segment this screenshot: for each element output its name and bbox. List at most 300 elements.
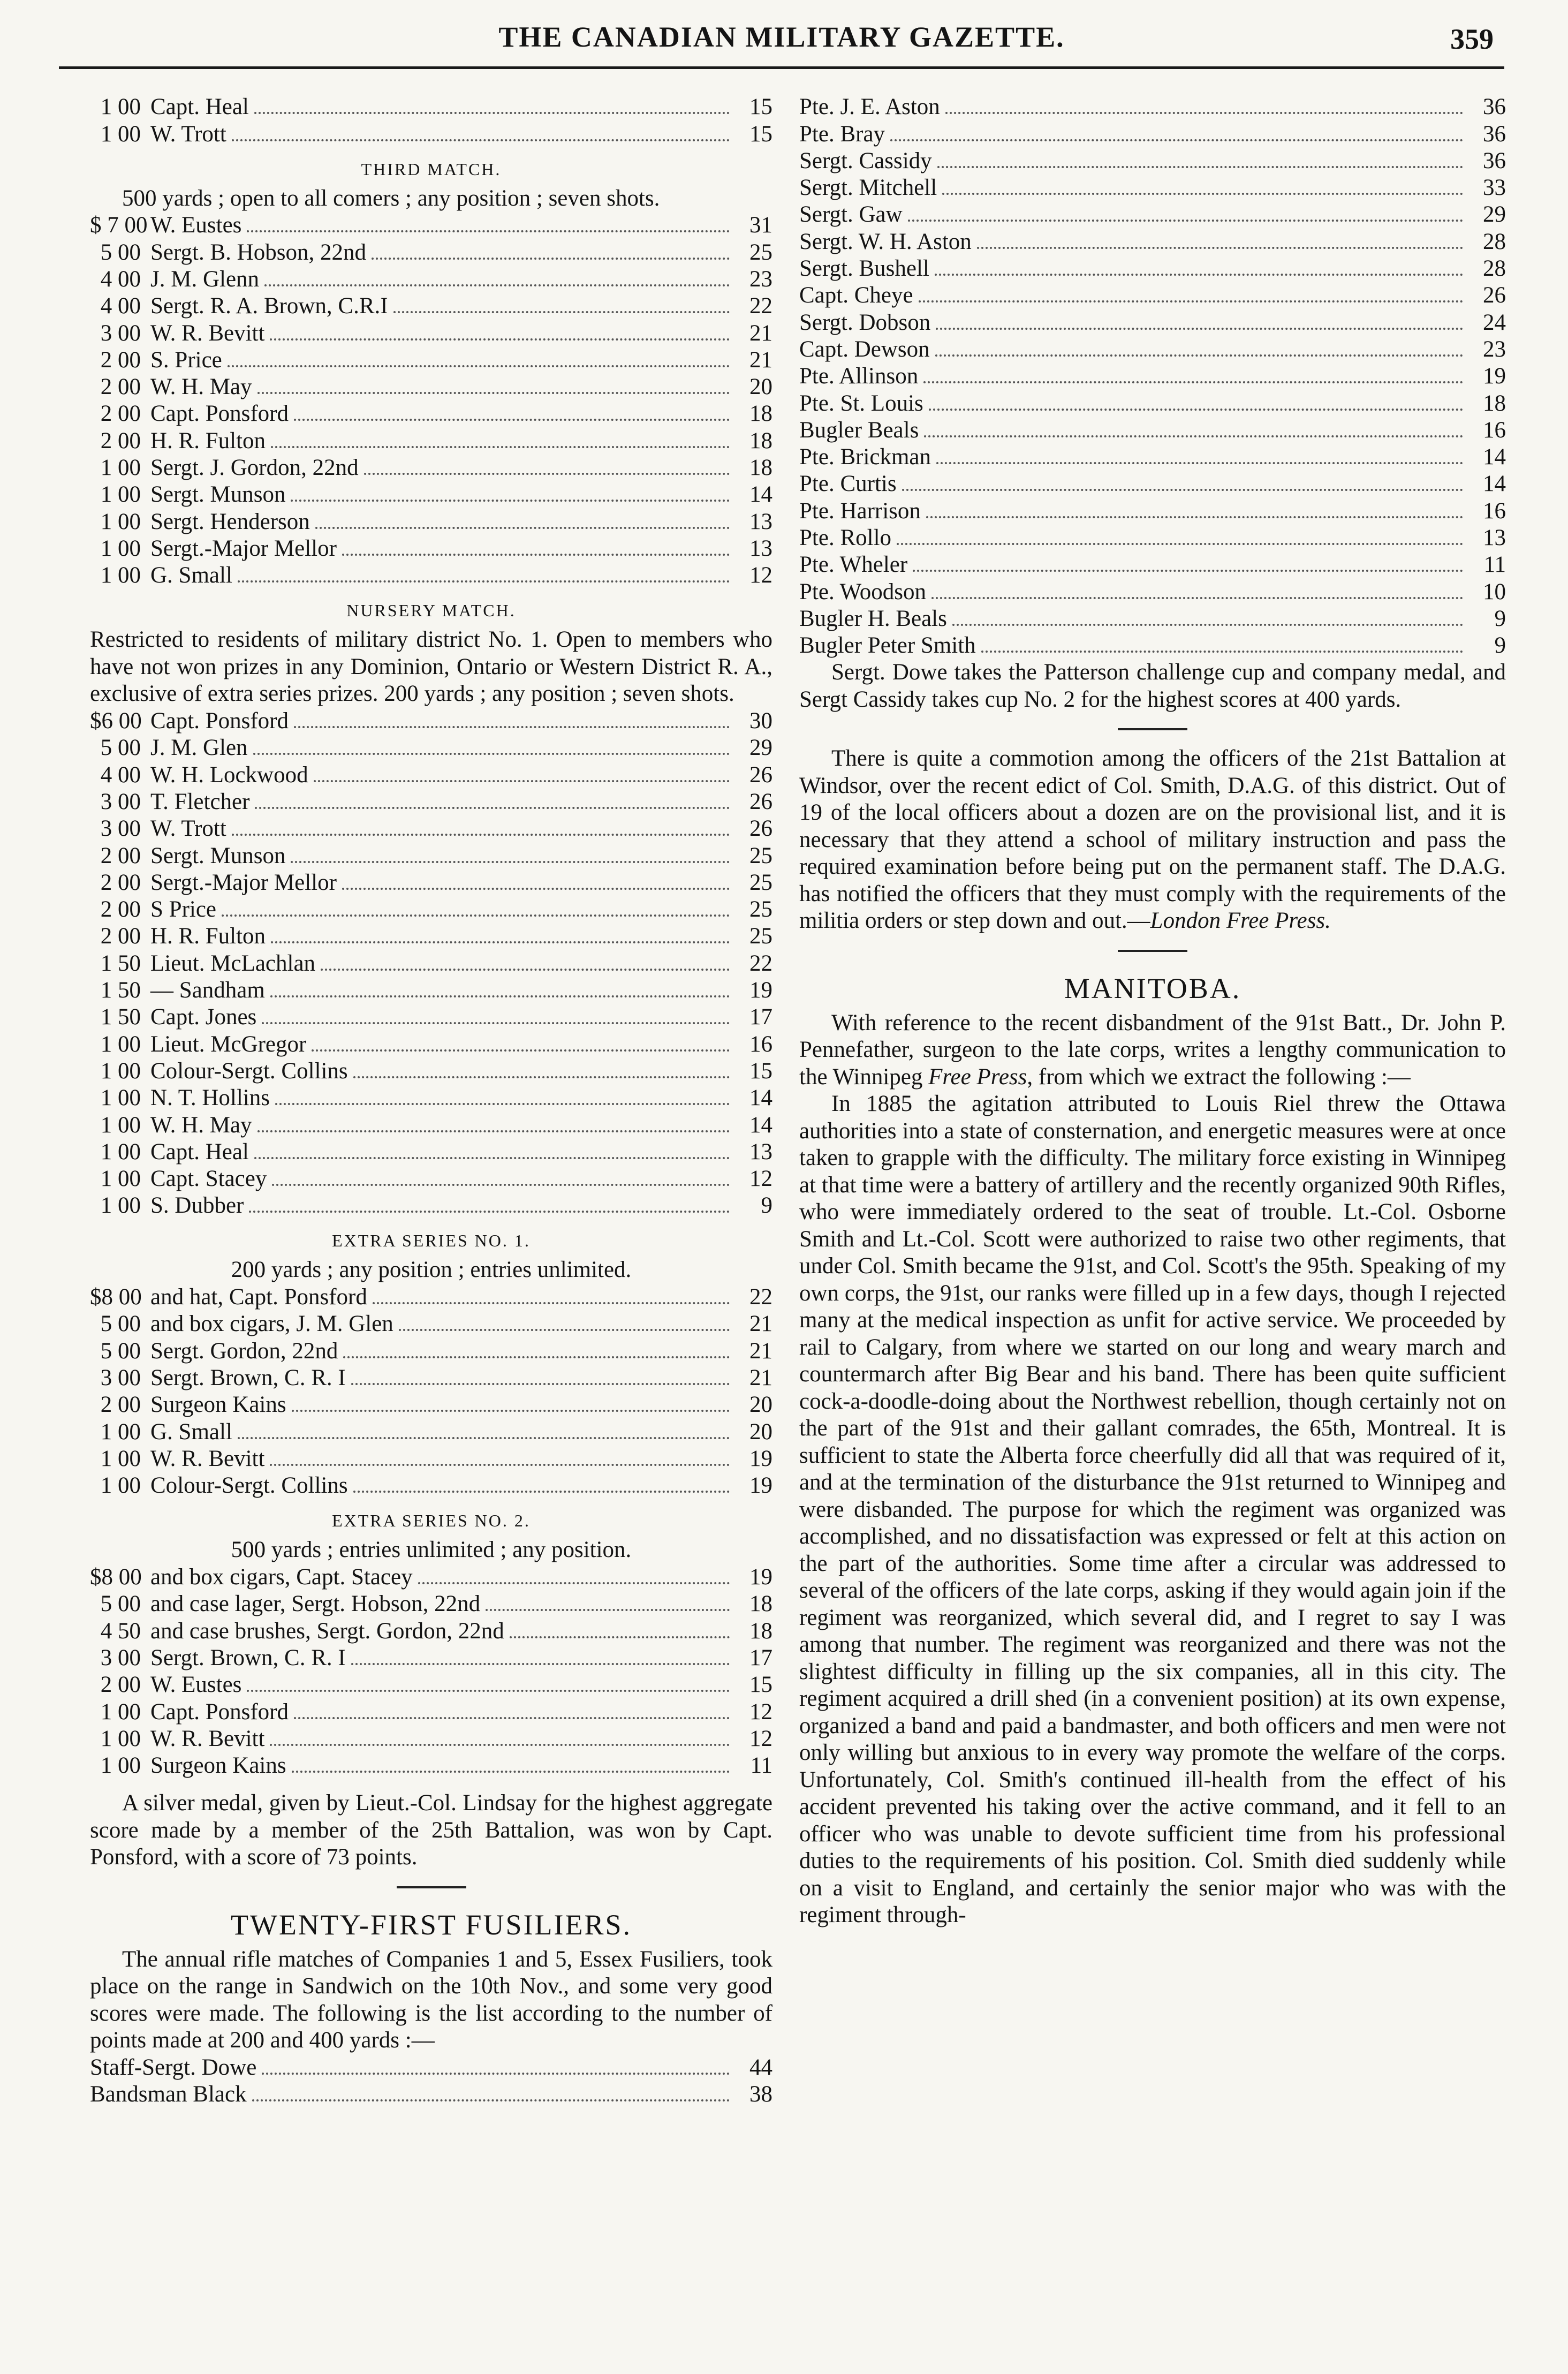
competitor-score: 19 [749,1473,772,1499]
competitor-name: W. Trott [150,121,226,147]
score-row [90,1752,772,1779]
dot-leader [275,1103,730,1105]
dot-leader [254,112,730,114]
dot-leader [942,193,1463,195]
score-row [90,347,772,374]
score-row [90,1139,772,1166]
competitor-name: Sergt. Dobson [799,309,931,335]
extra-series-1-conditions: 200 yards ; any position ; entries unlimited. [231,1257,632,1283]
score-row [90,1472,772,1499]
competitor-name: Sergt. Bushell [799,256,929,282]
prize-amount: 5 00 [100,239,141,265]
competitor-score: 14 [749,1085,772,1111]
competitor-name: Lieut. McLachlan [150,950,316,976]
nursery-match-conditions: Restricted to residents of military district No. 1. Open to members who have not won prizes in any Dominion, Ontario or Western District R. A., exclusive of extra series prizes. 200 yards ; any position ; seven shots. [90,627,772,707]
competitor-score: 18 [749,428,772,453]
competitor-name: Pte. Allinson [799,364,919,389]
score-row [799,632,1506,659]
competitor-score: 24 [1483,309,1506,335]
score-row [90,120,772,147]
prize-amount: 1 00 [100,1419,141,1445]
score-row [799,94,1506,120]
competitor-score: 13 [749,535,772,561]
score-row [90,535,772,562]
dot-leader [372,258,730,260]
competitor-name: Surgeon Kains [150,1753,286,1779]
score-row [799,417,1506,444]
competitor-score: 25 [749,843,772,868]
dot-leader [255,807,730,809]
score-row [90,1284,772,1311]
dot-leader [254,1157,730,1159]
dot-leader [373,1302,730,1304]
prize-amount: 1 00 [100,563,141,588]
score-row [90,374,772,400]
competitor-score: 14 [1483,471,1506,497]
prize-amount: 2 00 [100,374,141,400]
competitor-score: 21 [749,320,772,346]
right-column [799,94,1506,1929]
competitor-score: 26 [749,816,772,842]
prize-amount: 1 00 [100,1699,141,1725]
competitor-score: 21 [749,347,772,373]
dot-leader [935,274,1463,276]
competitor-score: 19 [749,1446,772,1471]
dot-leader [232,139,730,141]
dot-leader [291,861,730,863]
score-row [799,525,1506,551]
score-row [90,1337,772,1364]
prize-amount: 1 00 [100,1753,141,1779]
extra-series-2-heading: EXTRA SERIES NO. 2. [332,1511,531,1531]
dot-leader [351,1663,730,1665]
competitor-name: Sergt. Henderson [150,509,310,534]
competitor-score: 26 [749,789,772,814]
dot-leader [312,1049,730,1052]
competitor-name: N. T. Hollins [150,1085,270,1111]
competitor-name: W. R. Bevitt [150,1446,265,1471]
competitor-name: Surgeon Kains [150,1392,286,1418]
score-row [799,282,1506,309]
commotion-paragraph [799,745,1506,935]
competitor-name: Sergt.-Major Mellor [150,870,337,895]
competitor-score: 21 [749,1365,772,1391]
score-row [90,562,772,589]
competitor-name: Pte. Bray [799,121,885,147]
competitor-name: W. H. Lockwood [150,762,308,788]
competitor-name: Bandsman Black [90,2082,247,2107]
score-row [90,977,772,1004]
dot-leader [314,780,730,782]
dot-leader [238,580,730,583]
score-row [90,789,772,815]
score-row [90,1112,772,1138]
prize-amount: 2 00 [100,401,141,427]
competitor-name: H. R. Fulton [150,428,266,453]
score-row [90,400,772,427]
prize-amount: 2 00 [100,347,141,373]
competitor-score: 28 [1483,229,1506,254]
competitor-score: 11 [750,1753,772,1779]
prize-amount: 2 00 [100,1672,141,1698]
top-rows [90,94,772,148]
dot-leader [981,651,1463,653]
prize-amount: 3 00 [100,1645,141,1670]
competitor-score: 36 [1483,121,1506,147]
prize-amount: 3 00 [100,1365,141,1391]
prize-amount: 1 00 [100,509,141,534]
score-row [90,896,772,923]
dot-leader [418,1582,730,1584]
dot-leader [393,311,730,313]
score-row [90,870,772,896]
competitor-name: Capt. Dewson [799,336,930,362]
prize-amount: 1 00 [100,1031,141,1057]
competitor-name: Sergt. Gaw [799,202,903,228]
dot-leader [291,500,730,502]
score-row [90,1004,772,1031]
score-row [799,336,1506,363]
dot-leader [952,624,1463,626]
score-row [90,708,772,735]
competitor-score: 13 [749,509,772,534]
competitor-name: W. H. May [150,1112,252,1138]
dot-leader [228,365,730,367]
score-row [799,551,1506,578]
competitor-score: 28 [1483,256,1506,282]
competitor-name: Capt. Cheye [799,283,913,308]
competitor-name: Sergt. Brown, C. R. I [150,1645,346,1670]
competitor-score: 26 [1483,283,1506,308]
competitor-name: Capt. Ponsford [150,1699,289,1725]
score-row [90,427,772,454]
prize-amount: 1 00 [100,535,141,561]
competitor-name: and box cigars, Capt. Stacey [150,1564,413,1590]
dot-leader [270,995,730,997]
score-row [799,120,1506,147]
dot-leader [926,516,1463,518]
score-row [799,148,1506,175]
medal-note: A silver medal, given by Lieut.-Col. Lindsay for the highest aggregate score made by a member of the 25th Battalion, was won by Capt. Ponsford, with a score of 73 points. [90,1790,772,1870]
dot-leader [253,753,730,755]
fusiliers-rows [90,2054,772,2108]
competitor-name: and box cigars, J. M. Glen [150,1311,393,1337]
dot-leader [929,409,1463,411]
competitor-score: 20 [749,374,772,400]
dot-leader [292,1771,730,1773]
prize-amount: 2 00 [100,897,141,923]
dot-leader [271,446,730,448]
competitor-name: Bugler Peter Smith [799,633,976,659]
page-header [59,17,1504,69]
fusiliers-intro: The annual rifle matches of Companies 1 and 5, Essex Fusiliers, took place on the range in Sandwich on the 10th Nov., and some very good scores were made. The following is the list according to the number of points made at 200 and 400 yards :— [90,1946,772,2053]
manitoba-heading: MANITOBA. [1064,972,1241,1004]
competitor-name: Pte. J. E. Aston [799,94,940,120]
competitor-name: and case brushes, Sergt. Gordon, 22nd [150,1618,504,1644]
score-row [90,94,772,120]
competitor-score: 38 [749,2082,772,2107]
dot-leader [935,354,1463,357]
dot-leader [924,435,1463,437]
score-row [799,228,1506,255]
score-row [799,390,1506,417]
competitor-name: W. R. Bevitt [150,1726,265,1751]
dot-leader [351,1383,730,1385]
prize-amount: 1 00 [100,94,141,120]
competitor-name: Pte. Wheler [799,552,908,578]
dot-leader [252,2099,730,2101]
prize-amount: 1 00 [100,1166,141,1192]
competitor-score: 23 [749,266,772,292]
competitor-score: 13 [749,1139,772,1165]
prize-amount: 1 00 [100,482,141,508]
prize-amount: $ 7 00 [90,213,148,238]
competitor-score: 18 [749,455,772,481]
dot-leader [364,473,730,475]
competitor-name: Sergt. J. Gordon, 22nd [150,455,359,481]
competitor-score: 25 [749,239,772,265]
dot-leader [342,554,730,556]
prize-amount: $8 00 [90,1564,142,1590]
competitor-name: Sergt. Gordon, 22nd [150,1338,338,1364]
competitor-name: Lieut. McGregor [150,1031,307,1057]
prize-amount: 1 00 [100,1473,141,1499]
score-row [90,239,772,266]
competitor-score: 18 [749,1591,772,1617]
manitoba-intro [799,1010,1506,1091]
score-row [90,2081,772,2108]
competitor-name: Staff-Sergt. Dowe [90,2054,257,2080]
third-match-conditions: 500 yards ; open to all comers ; any position ; seven shots. [122,185,660,211]
score-row [799,444,1506,471]
manitoba-intro-a: With reference to the recent disbandment of the 91st Batt., Dr. John P. Pennefather, surgeon to the late corps, writes a lengthy communication to the Winnipeg [799,1010,1506,1090]
dot-leader [486,1609,730,1611]
prize-amount: 1 00 [100,1726,141,1751]
third-match-heading: THIRD MATCH. [361,159,502,179]
score-row [90,1698,772,1725]
competitor-name: T. Fletcher [150,789,250,814]
competitor-score: 15 [749,94,772,120]
competitor-name: Sergt. W. H. Aston [799,229,972,254]
score-row [90,735,772,761]
fusiliers-heading: TWENTY-FIRST FUSILIERS. [230,1908,632,1941]
competitor-name: W. Trott [150,816,226,842]
dot-leader [294,726,730,728]
competitor-score: 22 [749,1284,772,1310]
competitor-name: Colour-Sergt. Collins [150,1473,348,1499]
dot-leader [294,419,730,421]
competitor-name: — Sandham [150,978,265,1003]
dot-leader [353,1076,730,1078]
gazette-title: THE CANADIAN MILITARY GAZETTE. [498,21,1065,53]
extra-series-1-rows [90,1284,772,1499]
cup-note: Sergt. Dowe takes the Patterson challenge cup and company medal, and Sergt Cassidy takes cup No. 2 for the highest scores at 400 yards. [799,660,1506,712]
prize-amount: 1 50 [100,978,141,1003]
dot-leader [321,969,730,971]
competitor-name: W. R. Bevitt [150,320,265,346]
competitor-name: Sergt. Munson [150,843,286,868]
score-row [90,1726,772,1752]
prize-amount: 1 50 [100,1004,141,1030]
prize-amount: 2 00 [100,870,141,895]
competitor-name: Pte. Harrison [799,498,921,524]
competitor-score: 36 [1483,94,1506,120]
dot-leader [238,1437,730,1439]
page-number: 359 [1450,23,1494,55]
dot-leader [936,328,1463,330]
nursery-match-rows [90,708,772,1220]
competitor-name: Sergt. R. A. Brown, C.R.I [150,293,388,319]
score-row [90,1672,772,1698]
competitor-name: Capt. Ponsford [150,401,289,427]
score-row [90,481,772,508]
competitor-score: 14 [1483,444,1506,470]
score-row [90,455,772,481]
competitor-name: Capt. Ponsford [150,708,289,734]
competitor-name: Sergt. Mitchell [799,175,937,201]
prize-amount: 1 00 [100,1139,141,1165]
competitor-name: H. R. Fulton [150,924,266,949]
competitor-score: 12 [749,563,772,588]
score-row [90,1085,772,1112]
competitor-score: 23 [1483,336,1506,362]
prize-amount: 1 00 [100,455,141,481]
dot-leader [919,300,1463,303]
score-row [90,1058,772,1085]
competitor-score: 10 [1483,579,1506,604]
score-row [799,471,1506,497]
prize-amount: 4 50 [100,1618,141,1644]
competitor-name: Pte. Woodson [799,579,927,604]
competitor-name: G. Small [150,563,232,588]
competitor-score: 33 [1483,175,1506,201]
dot-leader [902,489,1463,491]
score-row [90,293,772,320]
score-row [799,606,1506,632]
score-row [90,1645,772,1672]
prize-amount: 3 00 [100,320,141,346]
competitor-score: 11 [1483,552,1506,578]
manitoba-body: In 1885 the agitation attributed to Louis Riel threw the Ottawa authorities into a state of consternation, and energetic measures were at once taken to grapple with the difficulty. The military force existing in Winnipeg at that time were a battery of artillery and the recently organized 90th Rifles, who were immediately ordered to the seat of trouble. Lt.-Col. Osborne Smith and Lt.-Col. Scott were authorized to raise two other regiments, that under Col. Smith became the 91st, and Col. Scott's the 95th. Speaking of my own corps, the 91st, our ranks were filled up in a few days, though I rejected many at the medical inspection as unfit for active service. We proceeded by rail to Calgary, from where we started on our long and weary march and countermarch after Big Bear and his band. There has been quite sufficient cock-a-doodle-doing about the Northwest rebellion, though certainly not on the part of the 91st and their gallant comrades, the 65th, Montreal. It is sufficient to state the Alberta force cheerfully did all that was required of it, and at the termination of the disturbance the 91st returned to Winnipeg and were disbanded. The purpose for which the regiment was organized was accomplished, and no dissatisfaction was expressed or felt at this action on the part of the authorities. Some time after a circular was addressed to several of the officers of the late corps, asking if they would again join if the regiment was reorganized, which several did, and I regret to say I was among that number. The regiment was reorganized and there was not the slightest difficulty in filling up the six companies, all in this city. The regiment acquired a drill shed (in a convenient position) at its own expense, organized a band and paid a bandmaster, and both officers and men were not only willing but anxious to in every way promote the welfare of the corps. Unfortunately, Col. Smith's continued ill-health from the effect of his accident prevented his taking over the active command, and it fell to an officer who was unable to devote sufficient time from his professional duties to the requirements of his position. Col. Smith died suddenly while on a visit to England, and certainly the senior major who was with the regiment through- [799,1091,1506,1928]
dot-leader [343,1356,730,1358]
competitor-score: 12 [749,1699,772,1725]
prize-amount: 1 50 [100,950,141,976]
prize-amount: 2 00 [100,428,141,453]
prize-amount: 2 00 [100,843,141,868]
dot-leader [257,392,730,394]
prize-amount: 4 00 [100,266,141,292]
dot-leader [913,570,1463,572]
competitor-score: 18 [749,401,772,427]
extra-series-2-conditions: 500 yards ; entries unlimited ; any position. [231,1537,632,1563]
dot-leader [222,914,730,917]
dot-leader [510,1636,730,1638]
section-rule [1118,728,1187,730]
competitor-name: Colour-Sergt. Collins [150,1058,348,1084]
dot-leader [890,139,1463,141]
competitor-score: 16 [1483,417,1506,443]
prize-amount: 1 00 [100,1446,141,1471]
section-rule [397,1886,466,1888]
competitor-name: S Price [150,897,217,923]
competitor-score: 17 [749,1004,772,1030]
competitor-score: 17 [749,1645,772,1670]
competitor-name: Capt. Heal [150,94,249,120]
score-row [799,201,1506,228]
competitor-score: 30 [749,708,772,734]
competitor-score: 25 [749,870,772,895]
score-row [90,761,772,788]
competitor-name: Bugler H. Beals [799,606,947,631]
prize-amount: 4 00 [100,762,141,788]
dot-leader [294,1717,730,1719]
score-row [90,923,772,950]
dot-leader [257,1130,730,1132]
score-row [90,1591,772,1617]
prize-amount: 2 00 [100,924,141,949]
score-row [799,175,1506,201]
competitor-score: 9 [1494,633,1506,659]
competitor-score: 9 [761,1193,772,1219]
third-match-rows [90,212,772,589]
competitor-score: 15 [749,121,772,147]
score-row [799,578,1506,605]
extra-series-1-heading: EXTRA SERIES NO. 1. [332,1231,531,1251]
competitor-score: 19 [749,1564,772,1590]
competitor-name: Pte. Curtis [799,471,897,497]
prize-amount: 3 00 [100,816,141,842]
score-row [799,255,1506,282]
competitor-name: Sergt.-Major Mellor [150,535,337,561]
score-row [90,1392,772,1418]
prize-amount: 5 00 [100,1338,141,1364]
competitor-score: 36 [1483,148,1506,173]
competitor-score: 19 [1483,364,1506,389]
score-row [799,497,1506,524]
prize-amount: 1 00 [100,1058,141,1084]
dot-leader [247,1690,730,1692]
score-row [90,266,772,293]
commotion-text: There is quite a commotion among the officers of the 21st Battalion at Windsor, over the recent edict of Col. Smith, D.A.G. of this district. Out of 19 of the local officers about a dozen are on the provisional list, and it is necessary that they attend a school of military instruction and pass the required examination before being put on the permanent staff. The D.A.G. has notified the officers that they must comply with the requirements of the militia orders or step down and out.— [799,746,1506,934]
competitor-score: 29 [1483,202,1506,228]
competitor-score: 25 [749,897,772,923]
left-column [90,94,772,2108]
nursery-match-heading: NURSERY MATCH. [346,601,516,621]
prize-amount: $8 00 [90,1284,142,1310]
dot-leader [262,2073,730,2075]
dot-leader [247,230,730,232]
competitor-name: Pte. Rollo [799,525,892,551]
prize-amount: 4 00 [100,293,141,319]
competitor-name: and case lager, Sergt. Hobson, 22nd [150,1591,481,1617]
dot-leader [897,543,1463,545]
section-rule [1118,950,1187,952]
score-row [90,1418,772,1445]
score-row [90,1564,772,1591]
prize-amount: 1 00 [100,121,141,147]
dot-leader [931,597,1463,599]
prize-amount: 5 00 [100,1311,141,1337]
competitor-score: 21 [749,1338,772,1364]
score-row [90,1311,772,1337]
commotion-source: London Free Press. [1150,908,1331,934]
dot-leader [977,247,1463,249]
dot-leader [292,1410,730,1412]
dot-leader [342,888,730,890]
competitor-score: 26 [749,762,772,788]
dot-leader [315,527,730,529]
prize-amount: 1 00 [100,1085,141,1111]
